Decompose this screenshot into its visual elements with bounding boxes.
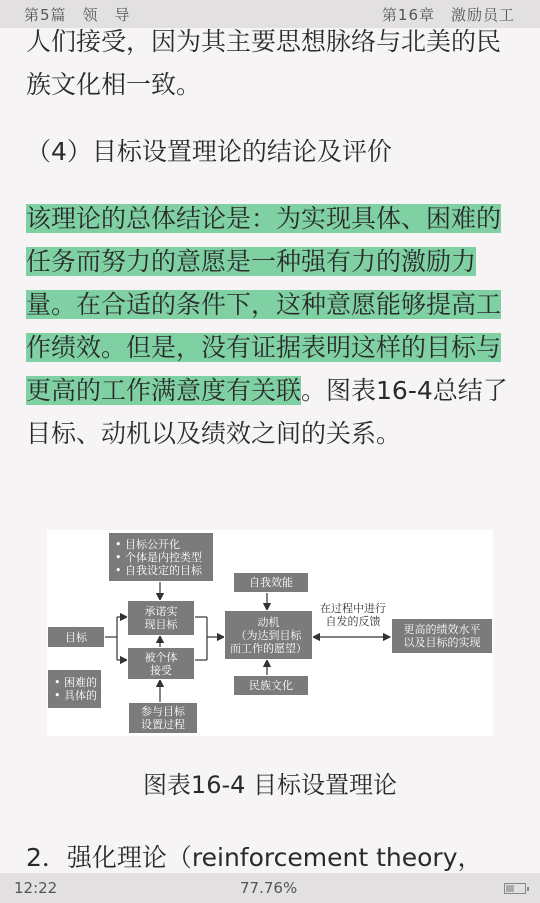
paragraph-1: 人们接受，因为其主要思想脉络与北美的民族文化相一致。 — [26, 27, 502, 99]
paragraph-2-rest: 。图表16-4总结了目标、动机以及绩效之间的关系。 — [26, 376, 508, 448]
clock-text: 12:22 — [14, 879, 58, 897]
accepted-node: 被个体 接受 — [127, 647, 195, 680]
motivation-node: 动机 （为达到目标 而工作的愿望） — [224, 610, 313, 660]
chapter-title: 第16章 激励员工 — [381, 6, 515, 24]
paragraph-3: 2．强化理论（reinforcement theory， — [26, 843, 483, 872]
reading-progress: 77.76% — [240, 879, 298, 897]
figure-caption: 图表16-4 目标设置理论 — [142, 771, 398, 799]
goal-setting-diagram[interactable] — [47, 530, 493, 736]
participation-node: 参与目标 设置过程 — [128, 702, 198, 734]
highlighted-text[interactable]: 该理论的总体结论是：为实现具体、困难的任务而努力的意愿是一种强有力的激励力量。在合适的条件下，这种意愿能够提高工作绩效。但是，没有证据表明这样的目标与更高的工作满意度有关联 — [26, 204, 502, 405]
goal-attributes: • 困难的 • 具体的 — [47, 669, 102, 709]
performance-node: 更高的绩效水平 以及目标的实现 — [391, 618, 493, 654]
feedback-label: 在过程中进行 自发的反馈 — [320, 602, 386, 628]
self-efficacy-node: 自我效能 — [233, 572, 309, 593]
part-title: 第5篇 领 导 — [24, 6, 131, 24]
goal-commitment-factors: • 目标公开化 • 个体是内控类型 • 自我设定的目标 — [108, 532, 214, 582]
battery-icon — [504, 883, 526, 894]
battery-level — [506, 885, 514, 892]
section-heading: （4）目标设置理论的结论及评价 — [26, 137, 392, 166]
paragraph-2 — [26, 197, 518, 455]
commit-to-goal-node: 承诺实 现目标 — [127, 600, 195, 636]
national-culture-node: 民族文化 — [233, 675, 309, 696]
goal-node: 目标 — [47, 626, 105, 648]
reader-status-bar — [0, 873, 540, 903]
